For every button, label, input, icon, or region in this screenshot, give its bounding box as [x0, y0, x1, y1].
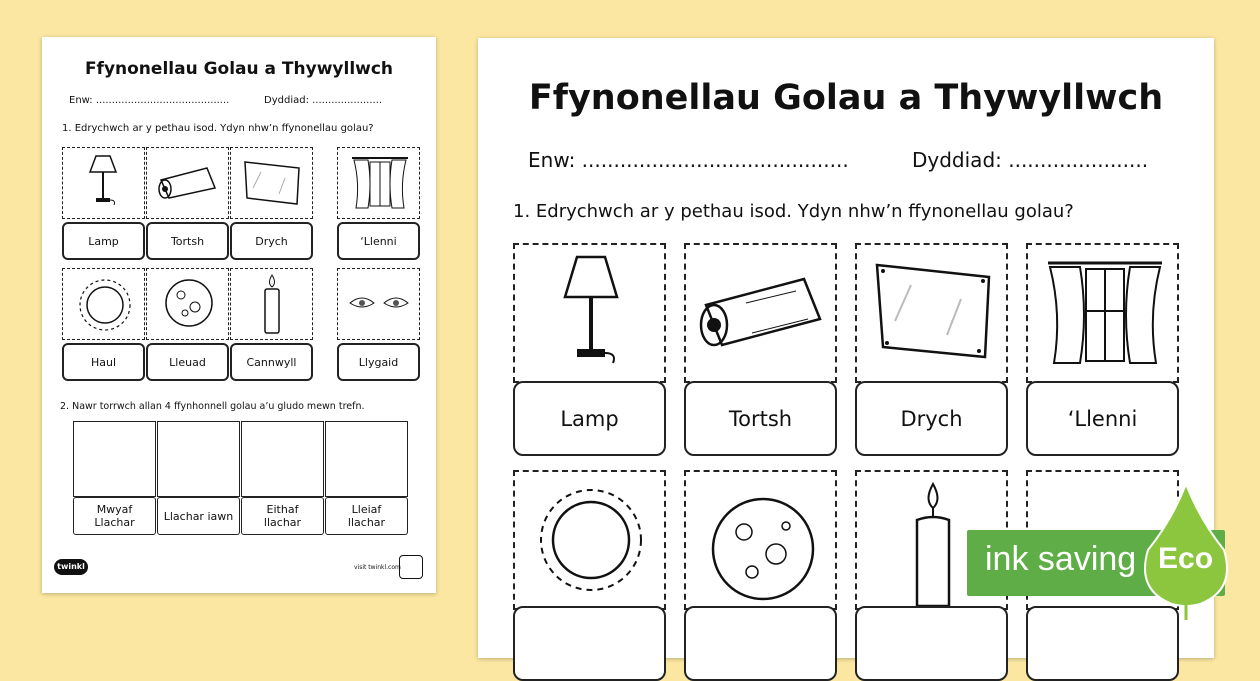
sun-icon: [537, 486, 645, 594]
item-label: Lamp: [62, 222, 145, 260]
item-cell-mirror: [855, 243, 1008, 383]
item-label: Tortsh: [684, 381, 837, 456]
sun-icon: [77, 277, 133, 333]
ranking-label: Llachar iawn: [157, 497, 240, 535]
torch-icon: [157, 166, 219, 200]
ranking-label: Mwyaf Llachar: [73, 497, 156, 535]
item-cell-moon: [684, 470, 837, 610]
ranking-label: Eithaf llachar: [241, 497, 324, 535]
ranking-box: [241, 421, 324, 497]
footer-url: visit twinkl.com: [354, 564, 401, 571]
item-label: ‘Llenni: [337, 222, 420, 260]
question-1: 1. Edrychwch ar y pethau isod. Ydyn nhw’n ffynonellau golau?: [513, 201, 1074, 222]
page-title: Ffynonellau Golau a Thywyllwch: [84, 59, 394, 79]
question-1: 1. Edrychwch ar y pethau isod. Ydyn nhw’n ffynonellau golau?: [62, 123, 374, 134]
torch-icon: [696, 275, 830, 351]
item-label: [855, 606, 1008, 681]
ranking-box: [157, 421, 240, 497]
item-cell-mirror: [230, 147, 313, 219]
mirror-icon: [871, 259, 997, 365]
ranking-box: [325, 421, 408, 497]
name-line: Enw: ..........................................: [69, 95, 230, 106]
ranking-label: Lleiaf llachar: [325, 497, 408, 535]
item-cell-sun: [513, 470, 666, 610]
item-label: [513, 606, 666, 681]
question-2: 2. Nawr torrwch allan 4 ffynhonnell golau a’u gludo mewn trefn.: [60, 401, 365, 412]
moon-icon: [163, 277, 215, 329]
item-label: Drych: [855, 381, 1008, 456]
item-label: Drych: [230, 222, 313, 260]
item-label: Tortsh: [146, 222, 229, 260]
ink-saving-text: ink saving: [985, 540, 1137, 578]
candle-icon: [909, 480, 957, 610]
item-cell-eyes: [337, 268, 420, 340]
worksheet-preview-small: [42, 37, 436, 593]
lamp-icon: [561, 253, 621, 365]
item-label: Llygaid: [337, 343, 420, 381]
qr-icon: [399, 555, 423, 579]
item-cell-lamp: [513, 243, 666, 383]
eyes-icon: [348, 293, 410, 313]
item-cell-curtains: [337, 147, 420, 219]
item-label: [684, 606, 837, 681]
date-line: Dyddiad: ......................: [912, 148, 1149, 172]
mirror-icon: [241, 158, 303, 208]
eco-label: Eco: [1158, 542, 1214, 575]
page-title: Ffynonellau Golau a Thywyllwch: [528, 78, 1164, 118]
twinkl-logo: twinkl: [54, 559, 88, 575]
item-cell-candle: [230, 268, 313, 340]
item-label: Haul: [62, 343, 145, 381]
item-cell-sun: [62, 268, 145, 340]
item-cell-curtains: [1026, 243, 1179, 383]
curtains-icon: [350, 154, 410, 210]
item-cell-lamp: [62, 147, 145, 219]
item-label: ‘Llenni: [1026, 381, 1179, 456]
date-line: Dyddiad: ......................: [264, 95, 383, 106]
item-label: Lamp: [513, 381, 666, 456]
item-label: Cannwyll: [230, 343, 313, 381]
item-cell-torch: [684, 243, 837, 383]
name-line: Enw: ..........................................: [528, 148, 849, 172]
moon-icon: [710, 496, 816, 602]
item-cell-torch: [146, 147, 229, 219]
candle-icon: [259, 273, 285, 337]
item-label: Lleuad: [146, 343, 229, 381]
item-cell-moon: [146, 268, 229, 340]
curtains-icon: [1044, 255, 1166, 367]
ranking-box: [73, 421, 156, 497]
lamp-icon: [88, 154, 118, 206]
